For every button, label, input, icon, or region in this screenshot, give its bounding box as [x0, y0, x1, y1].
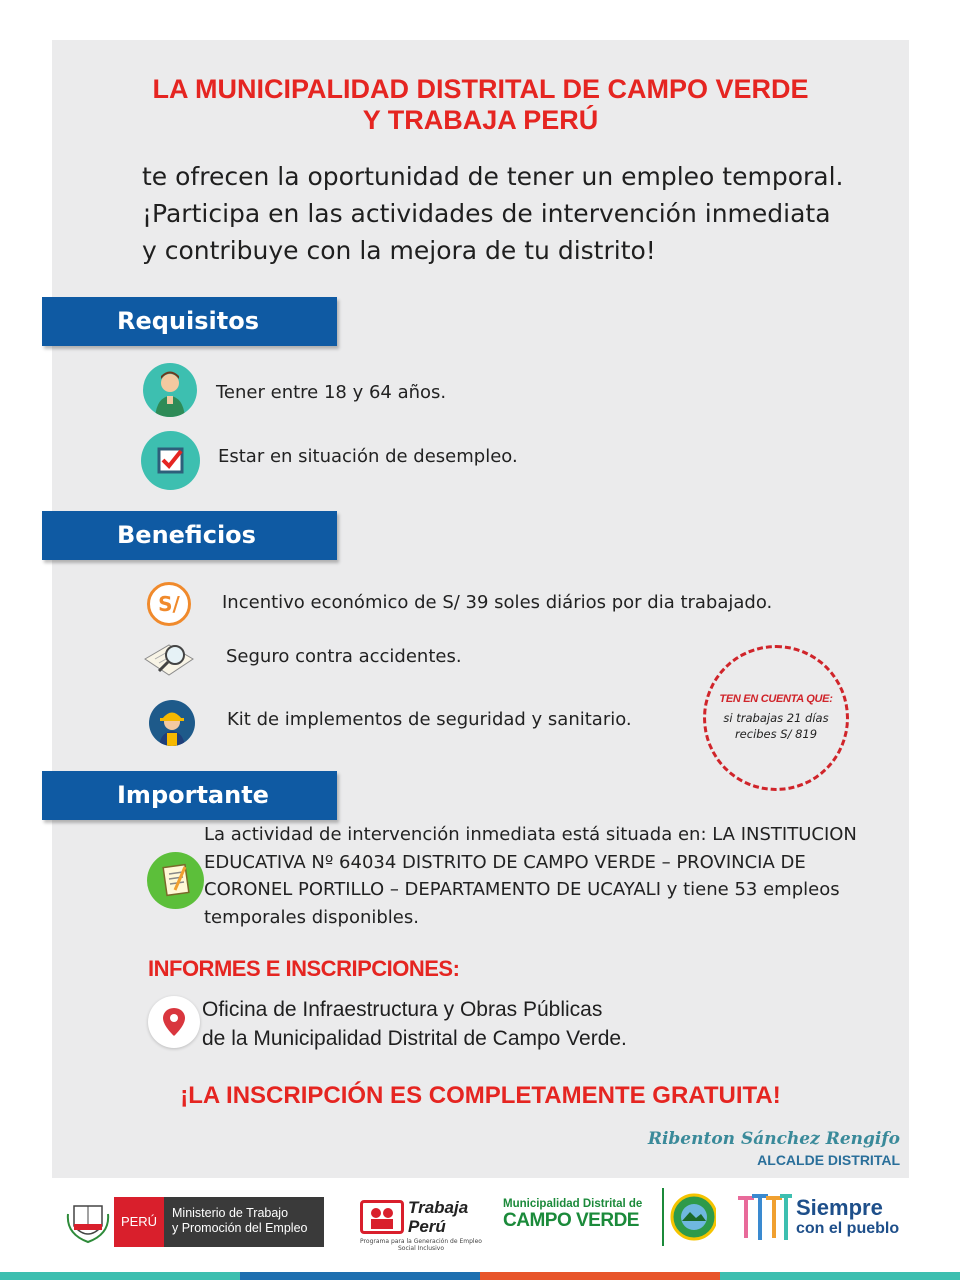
magnifier-document-icon [141, 637, 197, 681]
peru-label: PERÚ [114, 1197, 164, 1247]
checkbox-icon [141, 431, 200, 490]
requisito-item-unemployed: Estar en situación de desempleo. [218, 446, 518, 467]
soles-symbol: S/ [158, 592, 180, 616]
page-title [52, 74, 909, 136]
importante-text [204, 821, 894, 931]
requisitos-heading: Requisitos [42, 297, 337, 346]
ministry-name [164, 1197, 324, 1247]
requisito-item-age: Tener entre 18 y 64 años. [216, 382, 447, 403]
beneficio-item-kit: Kit de implementos de seguridad y sanitario. [227, 709, 632, 730]
muni-line-1: Municipalidad Distrital de [503, 1198, 643, 1210]
importante-heading: Importante [42, 771, 337, 820]
address-line-1: Oficina de Infraestructura y Obras Públicas [202, 998, 603, 1021]
notice-line-2: recibes S/ 819 [734, 727, 818, 741]
ministry-line-1: Ministerio de Trabajo [172, 1206, 289, 1220]
address-line-2: de la Municipalidad Distrital de Campo Verde. [202, 1027, 627, 1050]
trabaja-peru-icon [360, 1200, 404, 1234]
campo-verde-logo-text [503, 1198, 655, 1232]
importante-line-3: CORONEL PORTILLO – DEPARTAMENTO DE UCAYALI y tiene 53 empleos [204, 879, 840, 900]
beneficio-item-seguro: Seguro contra accidentes. [226, 646, 462, 667]
trabaja-peru-subtitle: Programa para la Generación de Empleo Social Inclusivo [360, 1238, 482, 1252]
notice-title: TEN EN CUENTA QUE: [719, 693, 833, 705]
notice-circle [703, 645, 849, 791]
peru-coat-of-arms-icon [66, 1196, 110, 1246]
trabaja-peru-logo [360, 1198, 482, 1252]
muni-line-2: CAMPO VERDE [503, 1210, 639, 1231]
footer-color-bar [0, 1272, 960, 1280]
title-line-1: LA MUNICIPALIDAD DISTRITAL DE CAMPO VERDE [152, 74, 809, 104]
title-line-2: Y TRABAJA PERÚ [362, 105, 599, 135]
signature-name: Ribenton Sánchez Rengifo [647, 1129, 900, 1149]
trabaja-peru-name [408, 1198, 468, 1236]
signature-block [648, 1129, 900, 1168]
informes-address [202, 995, 627, 1053]
person-icon [143, 363, 197, 417]
campo-verde-shield-icon [660, 1188, 716, 1246]
intro-line-1: te ofrecen la oportunidad de tener un empleo temporal. [142, 162, 844, 191]
signature-role: ALCALDE DISTRITAL [757, 1152, 900, 1168]
intro-line-2: ¡Participa en las actividades de intervención inmediata [142, 199, 831, 228]
ministry-logo [114, 1197, 324, 1247]
informes-title: INFORMES E INSCRIPCIONES: [148, 956, 460, 981]
siempre-pueblo-text [796, 1196, 899, 1238]
trabaja-line-2: Perú [408, 1217, 446, 1236]
siempre-line-2: con el pueblo [796, 1220, 900, 1237]
ministry-line-2: y Promoción del Empleo [172, 1221, 308, 1235]
intro-text [142, 158, 902, 269]
intro-line-3: y contribuye con la mejora de tu distrito! [142, 236, 656, 265]
notice-line-1: si trabajas 21 días [723, 711, 829, 725]
siempre-line-1: Siempre [796, 1195, 883, 1220]
free-registration-notice: ¡LA INSCRIPCIÓN ES COMPLETAMENTE GRATUITA! [180, 1082, 781, 1109]
importante-line-2: EDUCATIVA Nº 64034 DISTRITO DE CAMPO VERDE – PROVINCIA DE [204, 851, 806, 873]
worker-helmet-icon [149, 700, 195, 746]
notepad-icon [147, 852, 204, 909]
soles-icon [147, 582, 191, 626]
trabaja-line-1: Trabaja [408, 1198, 469, 1217]
importante-line-4: temporales disponibles. [204, 906, 419, 928]
siempre-pueblo-icon [734, 1192, 794, 1244]
importante-line-1: La actividad de intervención inmediata está situada en: LA INSTITUCION [204, 824, 857, 845]
beneficio-item-incentivo: Incentivo económico de S/ 39 soles diários por dia trabajado. [222, 592, 773, 613]
beneficios-heading: Beneficios [42, 511, 337, 560]
location-pin-icon [148, 996, 200, 1048]
